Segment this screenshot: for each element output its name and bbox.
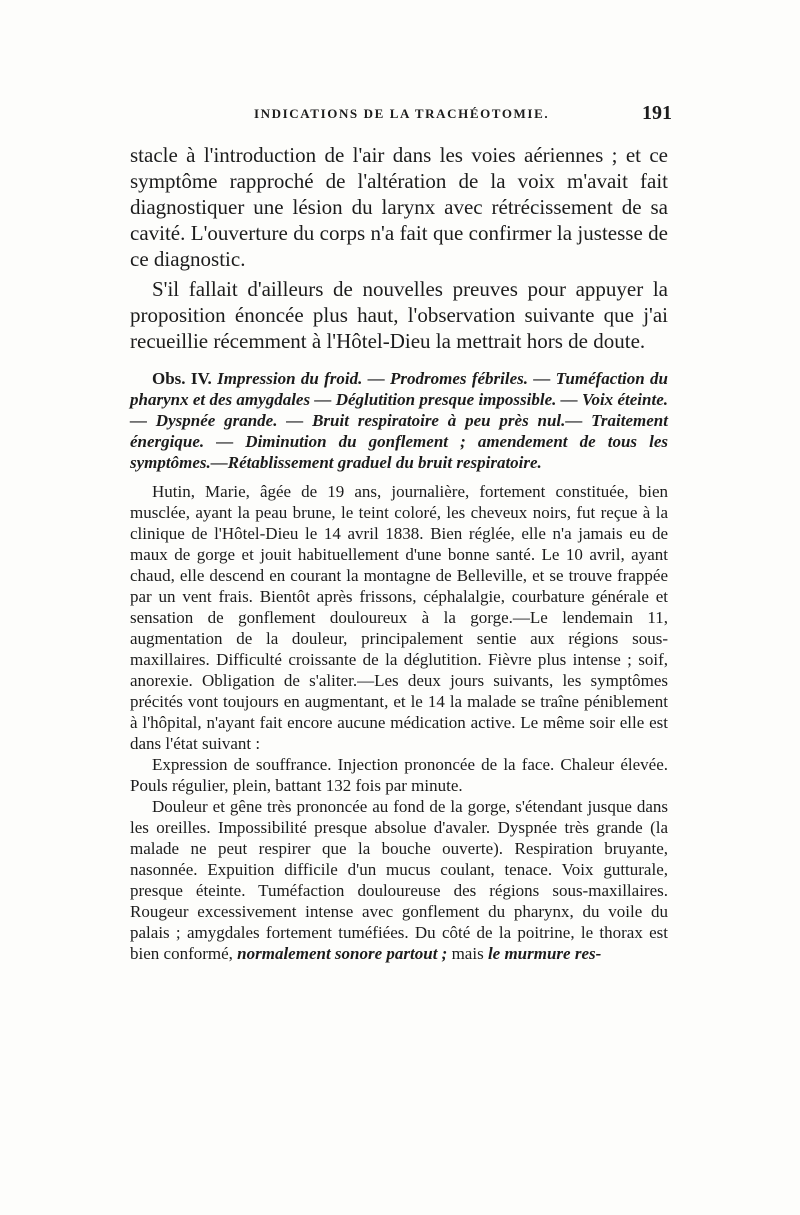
observation-summary: Impression du froid. — Prodromes fébriles. — Tuméfaction du pharynx et des amygdales — Déglutition presque impossible. — Voix éteinte. — Dyspnée grande. — Bruit respiratoire à peu près nul.— Traitement énergique. — Diminution du gonflement ; amendement de tous les symptômes.—Rétablissement graduel du bruit respiratoire. — [130, 369, 668, 472]
symptoms-text: Douleur et gêne très prononcée au fond de la gorge, s'étendant jusque dans les oreilles. Impossibilité presque absolue d'avaler. Dyspnée très grande (la malade ne peut respirer que la bouche ouverte). Respiration bruyante, nasonnée. Expuition difficile d'un mucus coulant, tenace. Voix gutturale, presque éteinte. Tuméfaction douloureuse des régions sous-maxillaires. Rougeur excessivement intense avec gonflement du pharynx, du voile du palais ; amygdales fortement tuméfiées. Du côté de la poitrine, le thorax est bien conformé, — [130, 797, 668, 963]
case-status-paragraph: Expression de souffrance. Injection prononcée de la face. Chaleur élevée. Pouls régulier, plein, battant 132 fois par minute. — [130, 755, 668, 795]
symptoms-italic-b: le murmure res- — [487, 944, 602, 963]
paragraph-proposition: S'il fallait d'ailleurs de nouvelles preuves pour appuyer la proposition énoncée plus haut, l'observation suivante que j'ai recueillie récemment à l'Hôtel-Dieu la mettrait hors de doute. — [130, 277, 668, 353]
running-head: INDICATIONS DE LA TRACHÉOTOMIE. — [254, 106, 550, 121]
page-number: 191 — [642, 102, 672, 124]
paragraph-continuation: stacle à l'introduction de l'air dans les voies aériennes ; et ce symptôme rapproché de l'altération de la voix m'avait fait diagnostiquer une lésion du larynx avec rétrécissement de sa cavité. L'ouverture du corps n'a fait que confirmer la justesse de ce diagnostic. — [130, 143, 668, 271]
case-history-paragraph: Hutin, Marie, âgée de 19 ans, journalière, fortement constituée, bien musclée, ayant la peau brune, le teint coloré, les cheveux noirs, fut reçue à la clinique de l'Hôtel-Dieu le 14 avril 1838. Bien réglée, elle n'a jamais eu de maux de gorge et jouit habituellement d'une bonne santé. Le 10 avril, ayant chaud, elle descend en courant la montagne de Belleville, et se trouve frappée par un vent frais. Bientôt après frissons, céphalalgie, courbature générale et sensation de gonflement douloureux à la gorge.—Le lendemain 11, augmentation de la douleur, principalement sentie aux régions sous-maxillaires. Difficulté croissante de la déglutition. Fièvre plus intense ; soif, anorexie. Obligation de s'aliter.—Les deux jours suivants, les symptômes précités vont toujours en augmentant, et le 14 la malade se traîne péniblement à l'hôpital, n'ayant fait encore aucune médication active. Le même soir elle est dans l'état suivant : — [130, 482, 668, 753]
symptoms-italic-a: normalement sonore partout ; — [237, 944, 448, 963]
case-symptoms-paragraph — [130, 796, 668, 964]
symptoms-conjunction: mais — [451, 944, 484, 963]
page-header — [130, 104, 672, 126]
observation-label: Obs. IV. — [152, 369, 212, 388]
page-body — [130, 142, 668, 964]
observation-heading — [130, 368, 668, 473]
